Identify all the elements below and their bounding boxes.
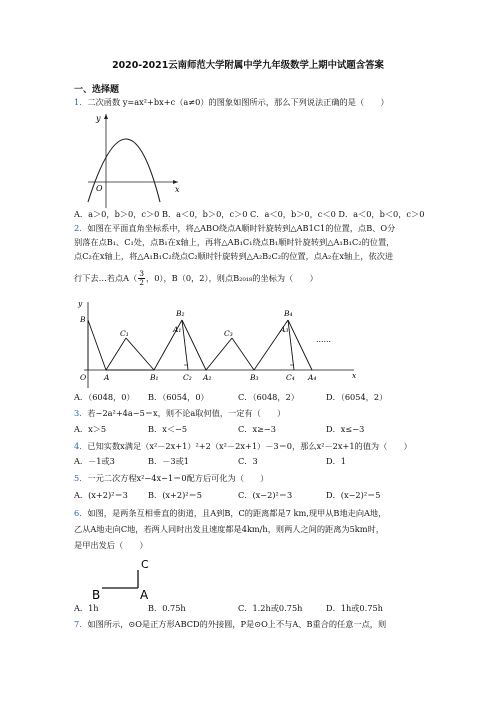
question-2-line-2: 别落在点B₁、C₁处，点B₁在x轴上，再将△AB₁C₁绕点B₁顺时针旋转到△A₁B₁C₂的位置，: [74, 237, 395, 247]
q2-label-c3: C₃: [224, 329, 233, 338]
question-3-stem: [74, 408, 285, 419]
q2-label-b4: B₄: [284, 309, 293, 318]
question-2-text-1: 如图在平面直角坐标系中，将△ABO绕点A顺时针旋转到△AB1C1的位置，点B、O分: [87, 223, 396, 233]
q2-label-a1: A₁: [173, 325, 182, 334]
q2-segment-c1b1: [126, 338, 154, 370]
question-5-option-a: A．(x+2)²＝3: [74, 490, 128, 500]
question-1-number: 1．: [74, 97, 88, 107]
q6-label-b: B: [92, 588, 101, 602]
fraction-numerator: 3: [139, 269, 145, 278]
q2-label-b: B: [80, 315, 86, 324]
q2-label-a4: A₄: [308, 373, 317, 382]
question-5-option-d: D．(x−2)²＝5: [326, 490, 381, 500]
question-3-option-c: C．x≥−3: [238, 424, 276, 434]
fraction-three-halves: [138, 270, 145, 288]
question-6-line-1: [74, 508, 386, 519]
q6-label-c: C: [141, 558, 149, 571]
question-4-text: 已知实数x满足（x²－2x+1）²+2（x²－2x+1）－3＝0，那么x²－2x+1的值为（ ）: [87, 441, 412, 451]
question-6-option-c: C．1.2h或0.75h: [238, 603, 303, 613]
question-4-option-a: A．－1或3: [74, 456, 115, 466]
question-6-option-a: A．1h: [74, 603, 99, 613]
document-title: 2020-2021云南师范大学附属中学九年级数学上期中试题含答案: [112, 60, 384, 71]
section-heading: 一、选择题: [74, 85, 120, 95]
question-4-option-b: B．－3或1: [148, 456, 189, 466]
question-2-text-4b: ，0），B（0，2），则点B₂₀₁₈的坐标为（ ）: [146, 272, 318, 283]
question-2-line-1: [74, 223, 395, 234]
q2-label-c2: C₂: [183, 373, 192, 382]
q2-label-ellipsis: ……: [316, 335, 331, 344]
question-2-option-c: C．（6048，2）: [238, 392, 299, 402]
q6-label-a: A: [140, 588, 149, 602]
question-2-text-4a: 行下去…若点A（: [74, 272, 138, 283]
question-6-number: 6．: [74, 508, 88, 518]
q2-segment-a2c3: [206, 338, 232, 370]
question-2-option-a: A．（6048，0）: [74, 392, 135, 402]
q2-segment-c3b3: [232, 338, 254, 370]
question-5-number: 5．: [74, 473, 88, 483]
question-4-option-c: C．3: [238, 456, 258, 466]
question-2-line-3: 点C₂在x轴上，将△A₁B₁C₂绕点C₂顺时针旋转到△A₂B₂C₂的位置，点A₂在x轴上，依次进: [74, 251, 394, 261]
q2-label-c4: C₄: [286, 373, 295, 382]
question-6-option-b: B．0.75h: [148, 603, 186, 613]
q2-label-b3: B₃: [250, 373, 259, 382]
question-5-option-b: B．(x+2)²＝5: [148, 490, 202, 500]
question-3-number: 3．: [74, 408, 88, 418]
question-4-option-d: D．1: [326, 456, 346, 466]
question-5-text: 一元二次方程x²−4x−1＝0配方后可化为（ ）: [87, 473, 269, 483]
question-2-line-4: [74, 270, 318, 288]
question-3-text: 若−2a²+4a−5＝x，则不论a取何值，一定有（ ）: [87, 408, 286, 418]
question-1-options: A．a＞0，b＞0，c＞0 B．a＜0，b＞0，c＞0 C．a＜0，b＞0，c＜0 D．a＜0，b＜0，c＞0: [74, 209, 425, 219]
q2-label-o: O: [80, 373, 87, 382]
question-6-line-3: 是甲出发后（ ）: [74, 540, 148, 550]
q2-segment-b2a2: [182, 320, 206, 370]
q2-segment-b4a4: [288, 320, 312, 370]
fraction-denominator: 2: [139, 278, 145, 288]
q2-segment-b2c2: [182, 320, 188, 370]
q2-segment-b4c4: [288, 320, 294, 370]
q2-label-c1: C₁: [120, 329, 129, 338]
question-5-stem: [74, 473, 268, 484]
question-6-text-1: 如图，是两条互相垂直的街道，且A到B，C的距离都是7 km,现甲从B地走向A地，: [87, 508, 387, 518]
q2-label-a3: A₃: [280, 325, 289, 334]
q2-segment-ba: [88, 320, 106, 370]
q2-label-a: A: [104, 373, 110, 382]
question-4-stem: [74, 441, 412, 452]
question-1-parabola-graph: [84, 110, 184, 210]
q2-segment-ac1: [106, 338, 126, 370]
question-5-option-c: C．(x−2)²＝3: [238, 490, 293, 500]
question-1-stem: [74, 97, 389, 108]
question-7-number: 7．: [74, 619, 88, 629]
question-7-text: 如图所示，⊙O是正方形ABCD的外接圆，P是⊙O上不与A、B重合的任意一点，则: [87, 619, 387, 629]
question-7-stem: [74, 619, 386, 630]
q2-label-x: x: [352, 371, 357, 380]
q2-label-y: y: [78, 299, 83, 308]
question-6-line-2: 乙从A地走向C地，若两人同时出发且速度都是4km/h，则两人之间的距离为5km时，: [74, 524, 384, 534]
q2-label-b1: B₁: [150, 373, 159, 382]
q1-origin-label: O: [96, 184, 103, 193]
question-3-option-b: B．x＜−5: [148, 424, 188, 434]
question-4-number: 4．: [74, 441, 88, 451]
question-1-text: 二次函数 y=ax²+bx+c（a≠0）的图象如图所示，那么下列说法正确的是（ ）: [87, 97, 389, 107]
q2-label-a2: A₂: [203, 373, 212, 382]
question-2-rotation-figure: [74, 298, 364, 390]
question-3-option-a: A．x＞5: [74, 424, 107, 434]
question-6-street-figure: [92, 558, 162, 602]
question-2-option-d: D．（6054，2）: [326, 392, 388, 402]
q1-y-label: y: [96, 114, 101, 123]
question-6-option-d: D．1h或0.75h: [326, 603, 383, 613]
question-2-number: 2．: [74, 223, 88, 233]
q2-label-b2: B₂: [176, 309, 185, 318]
question-3-option-d: D．x≤−3: [326, 424, 365, 434]
question-2-option-b: B．（6054，0）: [148, 392, 209, 402]
q1-x-label: x: [175, 185, 180, 194]
